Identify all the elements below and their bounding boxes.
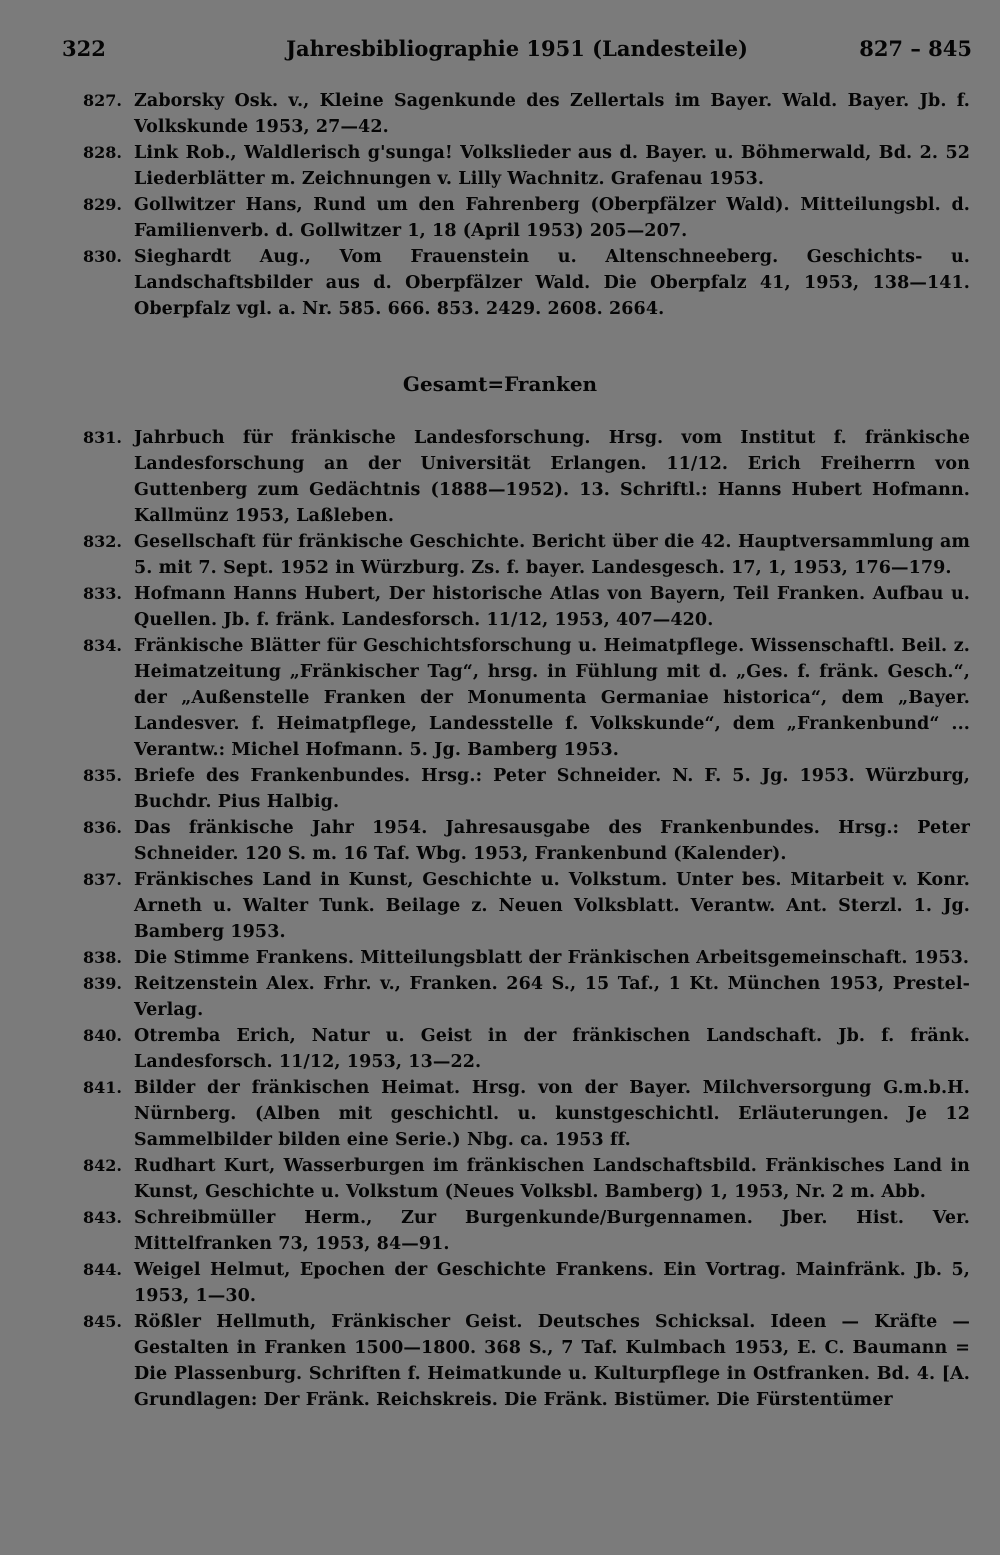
entry-text: Otremba Erich, Natur u. Geist in der fränkischen Landschaft. Jb. f. fränk. Landesforsch. 11/12, 1953, 13—22. <box>134 1026 970 1072</box>
bibliography-entry <box>70 1205 970 1257</box>
entry-text: Schreibmüller Herm., Zur Burgenkunde/Burgennamen. Jber. Hist. Ver. Mittelfranken 73, 1953, 84—91. <box>134 1208 970 1254</box>
entry-number: 845. <box>83 1312 122 1331</box>
entry-number: 837. <box>83 870 122 889</box>
entry-text: Reitzenstein Alex. Frhr. v., Franken. 264 S., 15 Taf., 1 Kt. München 1953, Prestel-Verlag. <box>134 974 970 1020</box>
entries-main <box>70 425 970 1413</box>
bibliography-entry <box>70 1023 970 1075</box>
entries-top <box>70 88 970 322</box>
entry-number: 828. <box>83 143 122 162</box>
entry-text: Rößler Hellmuth, Fränkischer Geist. Deutsches Schicksal. Ideen — Kräfte — Gestalten in Franken 1500—1800. 368 S., 7 Taf. Kulmbach 1953, E. C. Baumann = Die Plassenburg. Schriften f. Heimatkunde u. Kulturpflege in Ostfranken. Bd. 4. [A. Grundlagen: Der Fränk. Reichskreis. Die Fränk. Bistümer. Die Fürstentümer <box>134 1312 970 1410</box>
entry-text: Rudhart Kurt, Wasserburgen im fränkischen Landschaftsbild. Fränkisches Land in Kunst, Geschichte u. Volkstum (Neues Volksbl. Bamberg) 1, 1953, Nr. 2 m. Abb. <box>134 1156 970 1202</box>
entry-range: 827 – 845 <box>859 36 972 61</box>
bibliography-entry <box>70 633 970 763</box>
entry-text: Fränkische Blätter für Geschichtsforschung u. Heimatpflege. Wissenschaftl. Beil. z. Heimatzeitung „Fränkischer Tag“, hrsg. in Fühlung mit d. „Ges. f. fränk. Gesch.“, der „Außenstelle Franken der Monumenta Germaniae historica“, dem „Bayer. Landesver. f. Heimatpflege, Landesstelle f. Volkskunde“, dem „Frankenbund“ ... Verantw.: Michel Hofmann. 5. Jg. Bamberg 1953. <box>134 636 970 760</box>
bibliography-entry <box>70 1153 970 1205</box>
entry-number: 835. <box>83 766 122 785</box>
page-number: 322 <box>62 36 106 61</box>
bibliography-entry <box>70 425 970 529</box>
entry-number: 833. <box>83 584 122 603</box>
bibliography-entry <box>70 140 970 192</box>
entry-text: Sieghardt Aug., Vom Frauenstein u. Altenschneeberg. Geschichts- u. Landschaftsbilder aus d. Oberpfälzer Wald. Die Oberpfalz 41, 1953, 138—141. Oberpfalz vgl. a. Nr. 585. 666. 853. 2429. 2608. 2664. <box>134 247 970 319</box>
entry-text: Die Stimme Frankens. Mitteilungsblatt der Fränkischen Arbeitsgemeinschaft. 1953. <box>134 948 970 968</box>
bibliography-entry <box>70 244 970 322</box>
entry-number: 836. <box>83 818 122 837</box>
entry-text: Bilder der fränkischen Heimat. Hrsg. von der Bayer. Milchversorgung G.m.b.H. Nürnberg. (Alben mit geschichtl. u. kunstgeschichtl. Erläuterungen. Je 12 Sammelbilder bilden eine Serie.) Nbg. ca. 1953 ff. <box>134 1078 970 1150</box>
entry-number: 844. <box>83 1260 122 1279</box>
bibliography-entry <box>70 581 970 633</box>
bibliography-entry <box>70 529 970 581</box>
entry-number: 841. <box>83 1078 122 1097</box>
bibliography-entry <box>70 763 970 815</box>
bibliography-entry <box>70 867 970 945</box>
bibliography-entry <box>70 1309 970 1413</box>
entry-number: 827. <box>83 91 122 110</box>
entry-text: Zaborsky Osk. v., Kleine Sagenkunde des Zellertals im Bayer. Wald. Bayer. Jb. f. Volkskunde 1953, 27—42. <box>134 91 970 137</box>
entry-number: 830. <box>83 247 122 266</box>
bibliography-entry <box>70 88 970 140</box>
bibliography-entry <box>70 945 970 971</box>
entry-text: Fränkisches Land in Kunst, Geschichte u. Volkstum. Unter bes. Mitarbeit v. Konr. Arneth u. Walter Tunk. Beilage z. Neuen Volksblatt. Verantw. Ant. Sterzl. 1. Jg. Bamberg 1953. <box>134 870 970 942</box>
entry-number: 834. <box>83 636 122 655</box>
entry-text: Weigel Helmut, Epochen der Geschichte Frankens. Ein Vortrag. Mainfränk. Jb. 5, 1953, 1—30. <box>134 1260 970 1306</box>
entry-text: Link Rob., Waldlerisch g'sunga! Volkslieder aus d. Bayer. u. Böhmerwald, Bd. 2. 52 Liederblätter m. Zeichnungen v. Lilly Wachnitz. Grafenau 1953. <box>134 143 970 189</box>
bibliography-entry <box>70 192 970 244</box>
page-header <box>62 36 972 66</box>
entry-number: 832. <box>83 532 122 551</box>
bibliography-entry <box>70 1075 970 1153</box>
running-title: Jahresbibliographie 1951 (Landesteile) <box>286 36 748 61</box>
entry-text: Jahrbuch für fränkische Landesforschung. Hrsg. vom Institut f. fränkische Landesforschung an der Universität Erlangen. 11/12. Erich Freiherrn von Guttenberg zum Gedächtnis (1888—1952). 13. Schriftl.: Hanns Hubert Hofmann. Kallmünz 1953, Laßleben. <box>134 428 970 526</box>
entry-number: 840. <box>83 1026 122 1045</box>
entry-text: Gesellschaft für fränkische Geschichte. Bericht über die 42. Hauptversammlung am 5. mit 7. Sept. 1952 in Würzburg. Zs. f. bayer. Landesgesch. 17, 1, 1953, 176—179. <box>134 532 970 578</box>
entry-text: Gollwitzer Hans, Rund um den Fahrenberg (Oberpfälzer Wald). Mitteilungsbl. d. Familienverb. d. Gollwitzer 1, 18 (April 1953) 205—207. <box>134 195 970 241</box>
entry-number: 842. <box>83 1156 122 1175</box>
section-heading: Gesamt=Franken <box>402 372 598 396</box>
entry-number: 838. <box>83 948 122 967</box>
bibliography-entry <box>70 1257 970 1309</box>
entry-number: 843. <box>83 1208 122 1227</box>
entry-text: Briefe des Frankenbundes. Hrsg.: Peter Schneider. N. F. 5. Jg. 1953. Würzburg, Buchdr. Pius Halbig. <box>134 766 970 812</box>
entry-text: Hofmann Hanns Hubert, Der historische Atlas von Bayern, Teil Franken. Aufbau u. Quellen. Jb. f. fränk. Landesforsch. 11/12, 1953, 407—420. <box>134 584 970 630</box>
bibliography-entry <box>70 971 970 1023</box>
entry-number: 839. <box>83 974 122 993</box>
entry-number: 831. <box>83 428 122 447</box>
entry-text: Das fränkische Jahr 1954. Jahresausgabe des Frankenbundes. Hrsg.: Peter Schneider. 120 S. m. 16 Taf. Wbg. 1953, Frankenbund (Kalender). <box>134 818 970 864</box>
entry-number: 829. <box>83 195 122 214</box>
bibliography-entry <box>70 815 970 867</box>
